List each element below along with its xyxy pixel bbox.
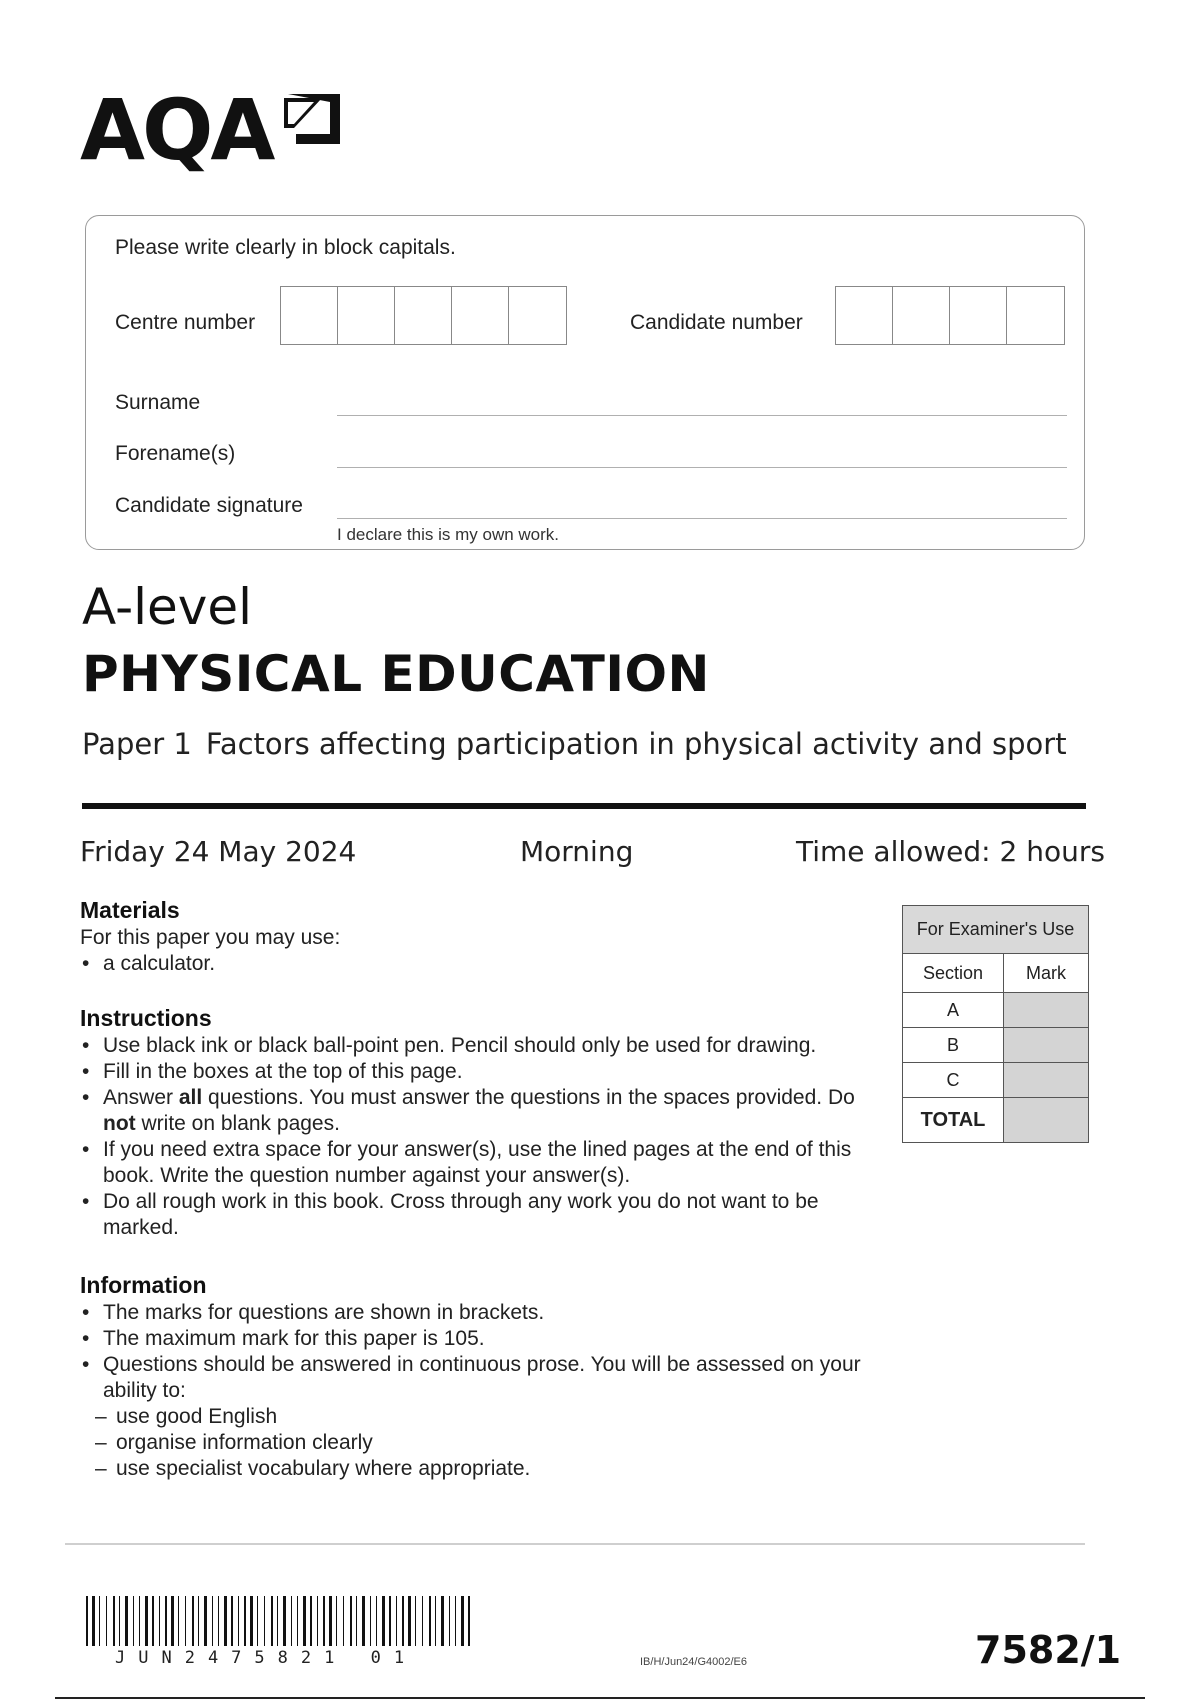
aqa-logo-mark-icon: [282, 90, 344, 148]
barcode-bar: [329, 1596, 332, 1646]
barcode-bar: [244, 1596, 246, 1646]
barcode-bar: [350, 1596, 352, 1646]
barcode-bar: [449, 1596, 450, 1646]
materials-intro: For this paper you may use:: [80, 926, 341, 949]
barcode-bar: [415, 1596, 416, 1646]
barcode-bar: [192, 1596, 194, 1646]
barcode-bar: [408, 1596, 411, 1646]
barcode-bar: [422, 1596, 423, 1646]
candidate-number-digit-box[interactable]: [1007, 287, 1064, 344]
section-column-header: Section: [903, 954, 1004, 993]
barcode-bar: [224, 1596, 227, 1646]
subject-title: PHYSICAL EDUCATION: [82, 645, 710, 703]
materials-section: [80, 897, 880, 977]
barcode-bar: [159, 1596, 160, 1646]
paper-title: [82, 727, 1067, 761]
surname-label: Surname: [115, 391, 201, 414]
barcode-bar: [204, 1596, 207, 1646]
barcode-bar: [86, 1596, 88, 1646]
exam-date: Friday 24 May 2024: [80, 835, 357, 868]
instruction-item: • Answer all questions. You must answer the questions in the spaces provided. Do not write on blank pages.: [80, 1085, 880, 1137]
section-label: B: [903, 1028, 1004, 1063]
mark-cell: [1004, 993, 1089, 1028]
barcode-bar: [317, 1596, 318, 1646]
barcode-bar: [343, 1596, 344, 1646]
barcode-bar: [99, 1596, 100, 1646]
barcode-bar: [264, 1596, 265, 1646]
mark-cell: [1004, 1063, 1089, 1098]
candidate-number-digit-box[interactable]: [836, 287, 893, 344]
materials-heading: Materials: [80, 897, 180, 923]
barcode-bar: [461, 1596, 464, 1646]
paper-reference: IB/H/Jun24/G4002/E6: [640, 1656, 748, 1668]
centre-number-digit-box[interactable]: [452, 287, 509, 344]
barcode-bar: [139, 1596, 140, 1646]
examiner-use-table: [902, 905, 1089, 1143]
information-item: • Questions should be answered in continuous prose. You will be assessed on your ability to:: [80, 1352, 880, 1404]
forename-label: Forename(s): [115, 442, 236, 465]
centre-number-digit-box[interactable]: [338, 287, 395, 344]
barcode-bar: [336, 1596, 337, 1646]
candidate-number-boxes[interactable]: [835, 286, 1065, 345]
barcode-bar: [389, 1596, 391, 1646]
barcode-bar: [283, 1596, 286, 1646]
barcode-bar: [257, 1596, 258, 1646]
barcode-bar: [370, 1596, 371, 1646]
barcode-bar: [238, 1596, 239, 1646]
barcode-bar: [218, 1596, 219, 1646]
barcode-bar: [468, 1596, 470, 1646]
centre-number-boxes[interactable]: [280, 286, 567, 345]
barcode-bar: [198, 1596, 199, 1646]
block-capitals-instruction: Please write clearly in block capitals.: [115, 236, 456, 259]
title-rule: [82, 803, 1086, 809]
exam-session: Morning: [520, 835, 634, 868]
forename-line[interactable]: [337, 467, 1067, 468]
barcode-bar: [441, 1596, 444, 1646]
centre-number-digit-box[interactable]: [395, 287, 452, 344]
centre-number-digit-box[interactable]: [509, 287, 566, 344]
barcode-bar: [125, 1596, 128, 1646]
barcode-bar: [402, 1596, 404, 1646]
barcode-bar: [113, 1596, 115, 1646]
barcode-bar: [396, 1596, 397, 1646]
instructions-heading: Instructions: [80, 1005, 212, 1031]
instruction-item: • Do all rough work in this book. Cross through any work you do not want to be marked.: [80, 1189, 880, 1241]
barcode-bar: [323, 1596, 325, 1646]
barcode-icon: [86, 1596, 474, 1646]
total-label: TOTAL: [903, 1098, 1004, 1143]
centre-number-label: Centre number: [115, 311, 256, 334]
examiner-table-title: For Examiner's Use: [903, 906, 1089, 954]
barcode-bar: [185, 1596, 186, 1646]
materials-item: • a calculator.: [80, 951, 880, 977]
barcode-bar: [250, 1596, 253, 1646]
paper-number: Paper 1: [82, 727, 192, 761]
barcode-bar: [297, 1596, 298, 1646]
centre-number-digit-box[interactable]: [281, 287, 338, 344]
information-item: • The marks for questions are shown in brackets.: [80, 1300, 880, 1326]
instruction-item: • Fill in the boxes at the top of this page.: [80, 1059, 880, 1085]
barcode-bar: [165, 1596, 167, 1646]
surname-line[interactable]: [337, 415, 1067, 416]
assessment-criterion: – use specialist vocabulary where appropriate.: [80, 1456, 880, 1482]
barcode-bar: [356, 1596, 357, 1646]
assessment-criterion: – use good English: [80, 1404, 880, 1430]
barcode-bar: [178, 1596, 179, 1646]
candidate-number-label: Candidate number: [630, 311, 803, 334]
candidate-number-digit-box[interactable]: [893, 287, 950, 344]
signature-line[interactable]: [337, 518, 1067, 519]
barcode-bar: [429, 1596, 431, 1646]
information-section: [80, 1272, 880, 1482]
paper-name: Factors affecting participation in physical activity and sport: [205, 727, 1067, 761]
declaration-text: I declare this is my own work.: [337, 525, 560, 544]
candidate-number-digit-box[interactable]: [950, 287, 1007, 344]
barcode-bar: [212, 1596, 213, 1646]
barcode-bar: [133, 1596, 134, 1646]
barcode-bar: [277, 1596, 278, 1646]
barcode-bar: [435, 1596, 436, 1646]
mark-cell: [1004, 1028, 1089, 1063]
barcode-digits: JUN2475821 01: [115, 1648, 418, 1668]
section-label: C: [903, 1063, 1004, 1098]
barcode-bar: [310, 1596, 312, 1646]
barcode-bar: [152, 1596, 154, 1646]
barcode-bar: [303, 1596, 306, 1646]
barcode-bar: [145, 1596, 148, 1646]
barcode-bar: [455, 1596, 456, 1646]
information-heading: Information: [80, 1272, 207, 1298]
instruction-item: • Use black ink or black ball-point pen. Pencil should only be used for drawing.: [80, 1033, 880, 1059]
mark-column-header: Mark: [1004, 954, 1089, 993]
section-label: A: [903, 993, 1004, 1028]
bottom-rule: [55, 1697, 1145, 1699]
total-mark-cell: [1004, 1098, 1089, 1143]
footer-rule: [65, 1543, 1085, 1545]
barcode-bar: [171, 1596, 174, 1646]
instructions-section: [80, 1005, 880, 1241]
barcode-bar: [92, 1596, 95, 1646]
barcode-bar: [382, 1596, 385, 1646]
candidate-signature-label: Candidate signature: [115, 494, 303, 517]
paper-code: 7582/1: [975, 1628, 1122, 1672]
time-allowed: Time allowed: 2 hours: [796, 835, 1105, 868]
information-item: • The maximum mark for this paper is 105.: [80, 1326, 880, 1352]
barcode-bar: [106, 1596, 107, 1646]
instruction-item: • If you need extra space for your answer(s), use the lined pages at the end of this book. Write the question number against your answer(s).: [80, 1137, 880, 1189]
barcode-bar: [291, 1596, 292, 1646]
barcode-bar: [231, 1596, 233, 1646]
assessment-criterion: – organise information clearly: [80, 1430, 880, 1456]
barcode-bar: [271, 1596, 273, 1646]
qualification-level: A-level: [82, 578, 253, 636]
aqa-logo-text: AQA: [80, 81, 273, 179]
barcode-bar: [362, 1596, 365, 1646]
barcode-bar: [376, 1596, 377, 1646]
barcode-bar: [119, 1596, 120, 1646]
